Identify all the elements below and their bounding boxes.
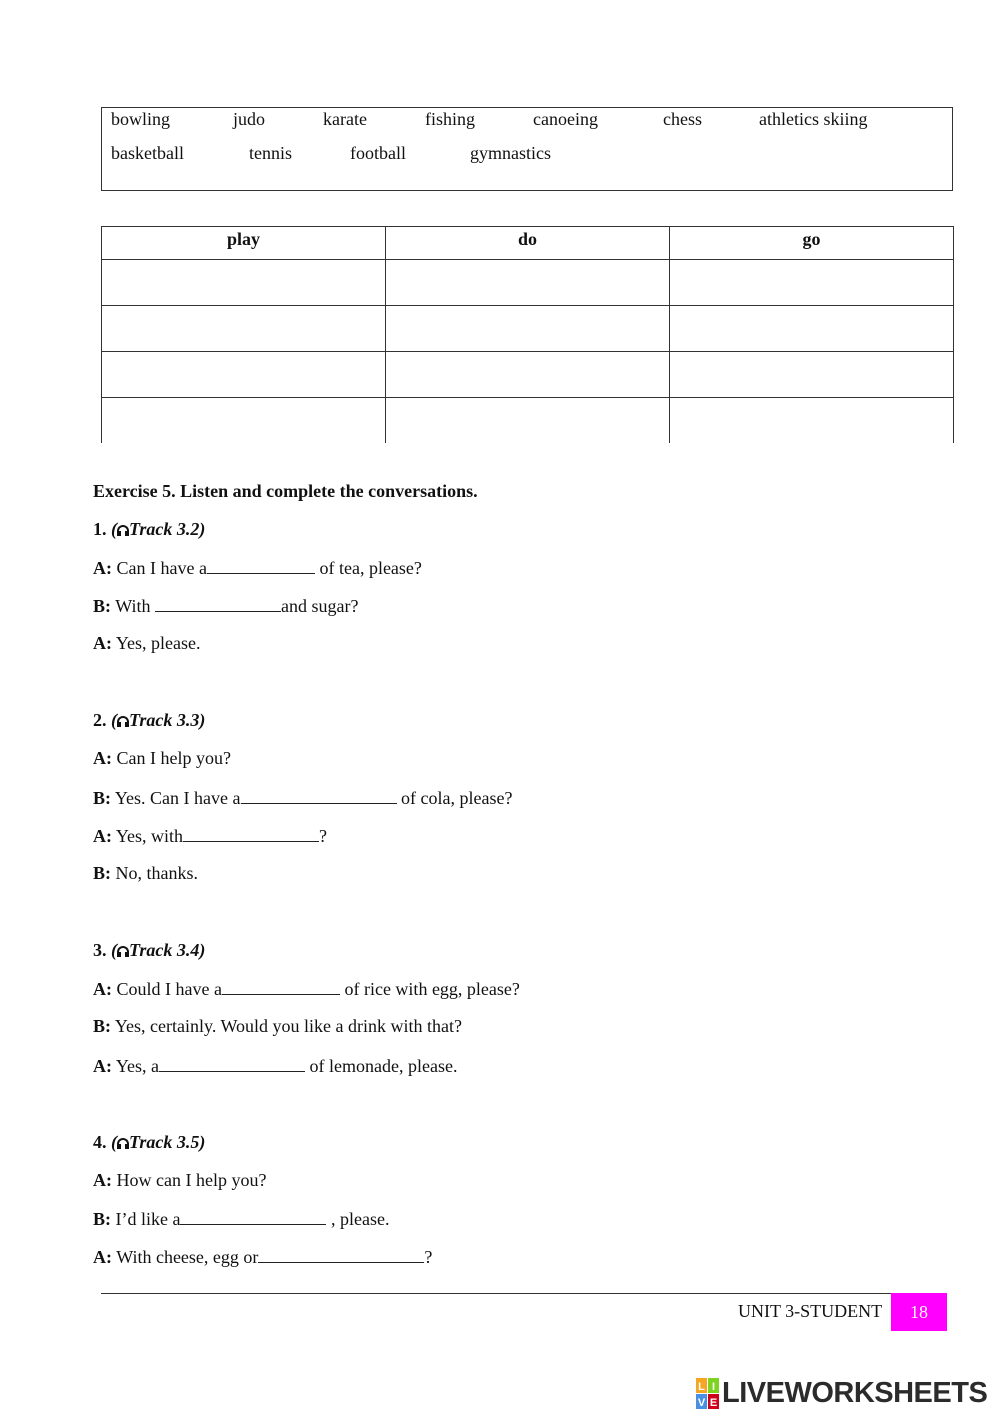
word-football: football [350, 143, 406, 163]
dialogue-text: No, thanks. [115, 863, 198, 883]
speaker: A: [93, 558, 112, 578]
answer-cell[interactable] [670, 306, 954, 352]
word-bowling: bowling [111, 109, 171, 129]
speaker: A: [93, 979, 112, 999]
dialogue-line [93, 747, 231, 769]
header-play: play [102, 227, 386, 260]
answer-blank[interactable] [183, 824, 319, 842]
word-judo: judo [233, 109, 266, 129]
dialogue-text: I’d like a [115, 1209, 181, 1229]
answer-cell[interactable] [386, 352, 670, 398]
word-fishing: fishing [425, 109, 476, 129]
word-tennis: tennis [249, 143, 292, 163]
dialogue-text: Yes, with [115, 826, 184, 846]
conversation-number: 4. [93, 1132, 107, 1152]
dialogue-text: With cheese, egg or [116, 1247, 259, 1267]
answer-blank[interactable] [180, 1207, 326, 1225]
track-label: Track 3.3) [129, 710, 206, 730]
headphone-icon [117, 1138, 127, 1149]
dialogue-text: Yes, please. [115, 633, 201, 653]
dialogue-line [93, 1207, 389, 1230]
conversation-4-heading [93, 1131, 205, 1153]
conversation-2-heading [93, 709, 205, 731]
table-row [102, 398, 954, 444]
answer-blank[interactable] [159, 1054, 305, 1072]
dialogue-text: of tea, please? [314, 558, 422, 578]
dialogue-line [93, 977, 520, 1000]
dialogue-text: , please. [326, 1209, 390, 1229]
dialogue-text: ? [424, 1247, 433, 1267]
dialogue-text: of rice with egg, please? [339, 979, 520, 999]
speaker: B: [93, 863, 111, 883]
word-athletics-skiing: athletics skiing [759, 109, 868, 129]
conversation-number: 1. [93, 519, 107, 539]
dialogue-line [93, 1054, 457, 1077]
dialogue-text: With [115, 596, 155, 616]
answer-cell[interactable] [102, 306, 386, 352]
dialogue-line [93, 824, 327, 847]
dialogue-line [93, 632, 201, 654]
answer-cell[interactable] [102, 352, 386, 398]
dialogue-text: ? [319, 826, 328, 846]
table-header-row [102, 227, 954, 260]
sort-table [101, 226, 954, 443]
answer-cell[interactable] [386, 306, 670, 352]
dialogue-text: and sugar? [280, 596, 359, 616]
dialogue-text: Yes, certainly. Would you like a drink with that? [114, 1016, 463, 1036]
watermark-text: LIVEWORKSHEETS [722, 1377, 988, 1409]
track-label: Track 3.4) [129, 940, 206, 960]
unit-label: UNIT 3-STUDENT [738, 1301, 883, 1321]
track-open: ( [111, 1132, 117, 1152]
dialogue-line [93, 594, 358, 617]
word-canoeing: canoeing [533, 109, 598, 129]
speaker: A: [93, 1247, 112, 1267]
header-go: go [670, 227, 954, 260]
dialogue-line [93, 1015, 462, 1037]
dialogue-text: Could I have a [116, 979, 222, 999]
speaker: B: [93, 788, 111, 808]
answer-cell[interactable] [102, 260, 386, 306]
logo-letter: I [711, 1381, 716, 1393]
answer-cell[interactable] [670, 398, 954, 444]
track-label: Track 3.2) [129, 519, 206, 539]
word-basketball: basketball [111, 143, 184, 163]
answer-blank[interactable] [222, 977, 340, 995]
headphone-icon [117, 525, 127, 536]
dialogue-line [93, 786, 512, 809]
speaker: A: [93, 1170, 112, 1190]
exercise-title: Exercise 5. Listen and complete the conversations. [93, 481, 478, 501]
table-row [102, 306, 954, 352]
speaker: B: [93, 596, 111, 616]
page-number: 18 [891, 1293, 947, 1331]
speaker: A: [93, 748, 112, 768]
answer-blank[interactable] [207, 556, 315, 574]
liveworksheets-logo-icon [696, 1376, 720, 1412]
dialogue-text: Yes, a [115, 1056, 160, 1076]
speaker: A: [93, 633, 112, 653]
dialogue-text: of cola, please? [396, 788, 513, 808]
answer-blank[interactable] [155, 594, 281, 612]
conversation-1-heading [93, 518, 205, 540]
footer-divider [101, 1293, 891, 1294]
answer-cell[interactable] [670, 260, 954, 306]
answer-blank[interactable] [241, 786, 397, 804]
speaker: A: [93, 1056, 112, 1076]
speaker: B: [93, 1209, 111, 1229]
track-open: ( [111, 940, 117, 960]
track-open: ( [111, 710, 117, 730]
dialogue-text: Can I have a [116, 558, 207, 578]
logo-letter: E [709, 1397, 718, 1409]
answer-cell[interactable] [670, 352, 954, 398]
speaker: B: [93, 1016, 111, 1036]
header-do: do [386, 227, 670, 260]
word-gymnastics: gymnastics [470, 143, 551, 163]
word-box [101, 107, 953, 191]
dialogue-text: Can I help you? [116, 748, 231, 768]
word-chess: chess [663, 109, 702, 129]
logo-letter: V [697, 1397, 706, 1409]
logo-letter: L [698, 1381, 705, 1393]
table-row [102, 352, 954, 398]
headphone-icon [117, 946, 127, 957]
answer-cell[interactable] [386, 398, 670, 444]
track-label: Track 3.5) [129, 1132, 206, 1152]
dialogue-line [93, 862, 198, 884]
dialogue-line [93, 1169, 266, 1191]
dialogue-line [93, 556, 422, 579]
headphone-icon [117, 716, 127, 727]
conversation-number: 3. [93, 940, 107, 960]
speaker: A: [93, 826, 112, 846]
word-karate: karate [323, 109, 367, 129]
answer-cell[interactable] [386, 260, 670, 306]
table-row [102, 260, 954, 306]
dialogue-text: How can I help you? [116, 1170, 267, 1190]
dialogue-text: Yes. Can I have a [114, 788, 241, 808]
conversation-3-heading [93, 939, 205, 961]
answer-cell[interactable] [102, 398, 386, 444]
conversation-number: 2. [93, 710, 107, 730]
answer-blank[interactable] [258, 1245, 424, 1263]
track-open: ( [111, 519, 117, 539]
dialogue-text: of lemonade, please. [305, 1056, 458, 1076]
dialogue-line [93, 1245, 432, 1268]
